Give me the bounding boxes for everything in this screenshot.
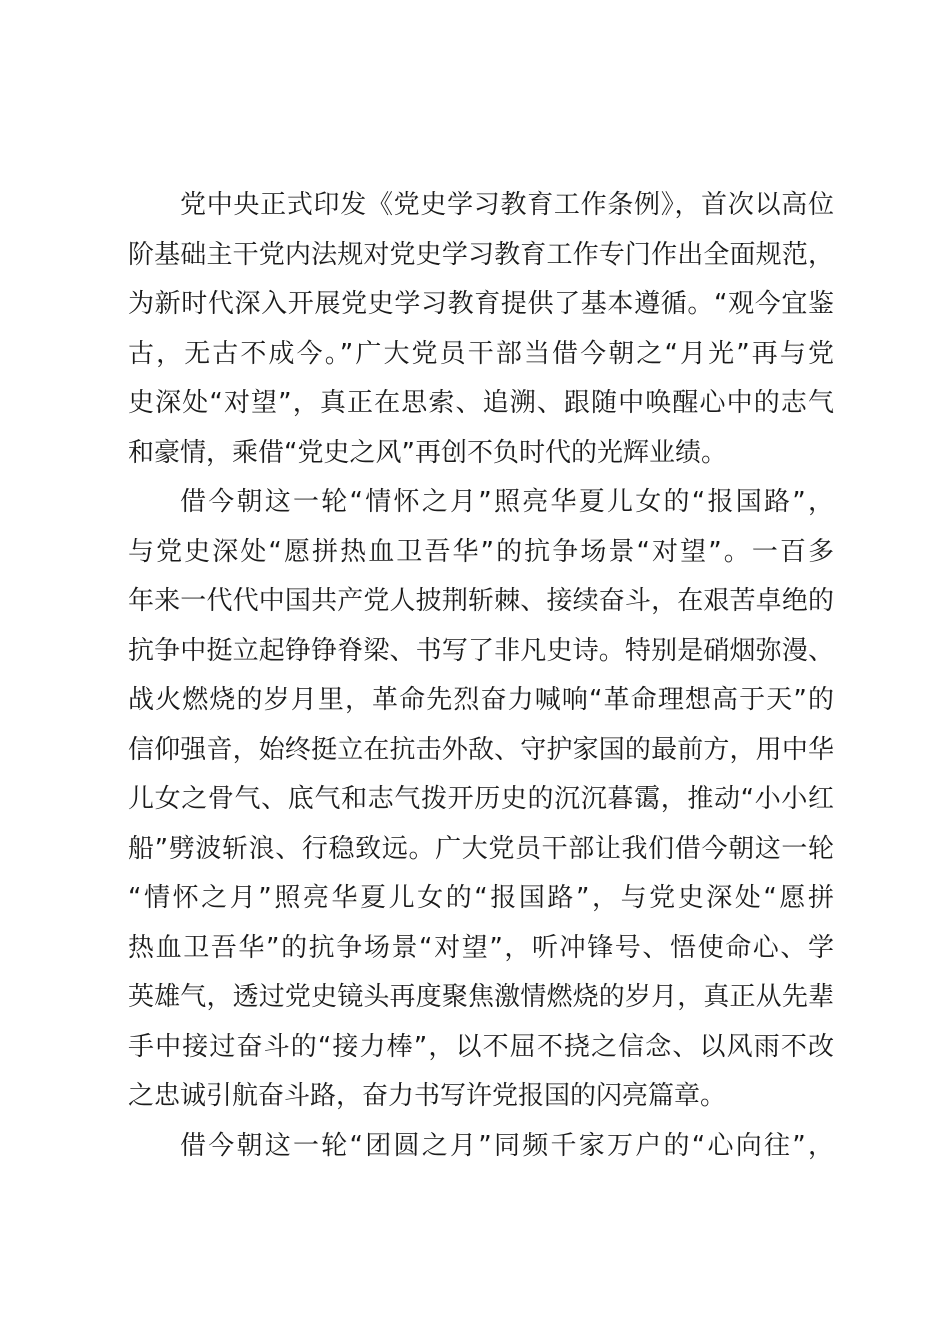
text-line: 为新时代深入开展党史学习教育提供了基本遵循。“观今宜鉴 [128, 289, 834, 319]
text-line: 借今朝这一轮“情怀之月”照亮华夏儿女的“报国路”， [180, 487, 834, 517]
paragraph-2 [128, 478, 834, 1122]
text-line: 党中央正式印发《党史学习教育工作条例》，首次以高位 [180, 190, 834, 220]
text-line: 热血卫吾华”的抗争场景“对望”，听冲锋号、悟使命心、学 [128, 932, 834, 963]
text-line: “情怀之月”照亮华夏儿女的“报国路”，与党史深处“愿拼 [128, 883, 834, 913]
text-line: 年来一代代中国共产党人披荆斩棘、接续奋斗，在艰苦卓绝的 [128, 586, 834, 616]
body-text [128, 181, 834, 1171]
text-line: 与党史深处“愿拼热血卫吾华”的抗争场景“对望”。一百多 [128, 536, 834, 567]
text-line: 之忠诚引航奋斗路，奋力书写许党报国的闪亮篇章。 [128, 1081, 727, 1111]
text-line: 儿女之骨气、底气和志气拨开历史的沉沉暮霭，推动“小小红 [128, 784, 834, 814]
text-line: 船”劈波斩浪、行稳致远。广大党员干部让我们借今朝这一轮 [128, 833, 834, 864]
text-line: 古，无古不成今。”广大党员干部当借今朝之“月光”再与党 [128, 338, 834, 369]
text-line: 和豪情，乘借“党史之风”再创不负时代的光辉业绩。 [128, 437, 727, 468]
text-line: 抗争中挺立起铮铮脊梁、书写了非凡史诗。特别是硝烟弥漫、 [128, 635, 834, 666]
paragraph-3 [128, 1122, 834, 1172]
text-line: 手中接过奋斗的“接力棒”，以不屈不挠之信念、以风雨不改 [128, 1031, 834, 1062]
text-line: 借今朝这一轮“团圆之月”同频千家万户的“心向往”， [180, 1130, 834, 1161]
text-line: 阶基础主干党内法规对党史学习教育工作专门作出全面规范， [128, 239, 834, 270]
paragraph-1 [128, 181, 834, 478]
text-line: 英雄气，透过党史镜头再度聚焦激情燃烧的岁月，真正从先辈 [128, 982, 834, 1012]
text-line: 信仰强音，始终挺立在抗击外敌、守护家国的最前方，用中华 [128, 734, 834, 765]
text-line: 史深处“对望”，真正在思索、追溯、跟随中唤醒心中的志气 [128, 388, 834, 418]
text-line: 战火燃烧的岁月里，革命先烈奋力喊响“革命理想高于天”的 [128, 685, 834, 715]
